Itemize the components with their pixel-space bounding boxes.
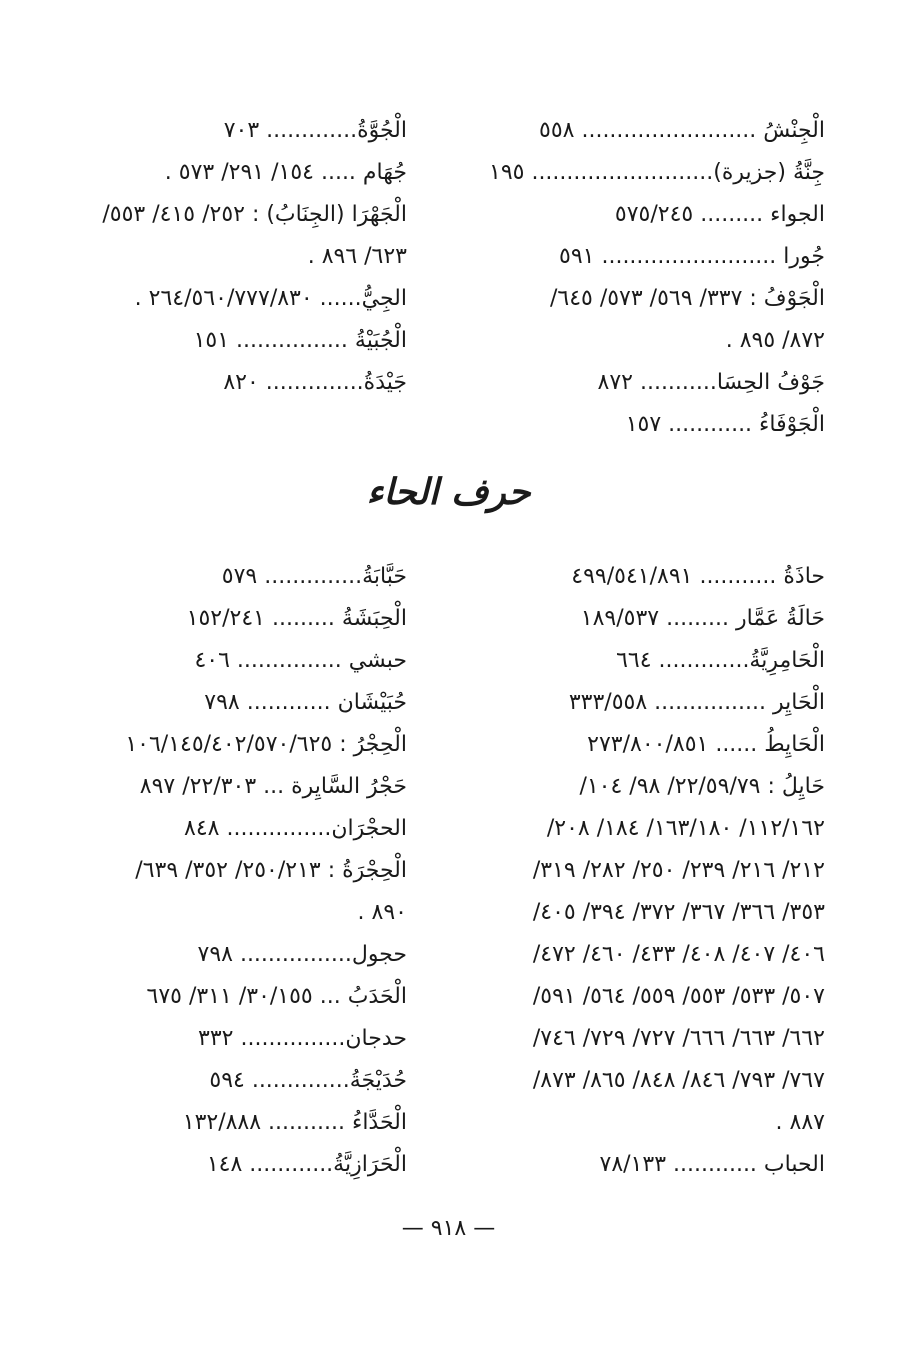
index-entry: حَايِلُ : ٢٢/٥٩/٧٩/ ٩٨/ ١٠٤/ (579, 774, 825, 799)
index-entry: الْحِجْرُ : ١٠٦/١٤٥/٤٠٢/٥٧٠/٦٢٥ (125, 732, 407, 757)
index-entry: الْحَرَازِيَّةُ............ ١٤٨ (206, 1152, 407, 1177)
index-entry: ٥٠٧/ ٥٣٣/ ٥٥٣/ ٥٥٩/ ٥٦٤/ ٥٩١/ (532, 984, 825, 1009)
index-entry: جُهَام ..... ١٥٤/ ٢٩١/ ٥٧٣ . (164, 160, 407, 185)
index-entry: جَوْفُ الحِسَا........... ٨٧٢ (597, 370, 825, 395)
index-entry: حُدَيْجَةُ.............. ٥٩٤ (209, 1068, 407, 1093)
index-entry: جِنَّةُ (جزيرة).......................... ١٩٥ (489, 160, 825, 185)
index-entry: ٢١٢/ ٢١٦/ ٢٣٩/ ٢٥٠/ ٢٨٢/ ٣١٩/ (532, 858, 825, 883)
index-entry: حَبَّابَةُ.............. ٥٧٩ (221, 564, 407, 589)
index-entry: جَيْدَةُ.............. ٨٢٠ (223, 370, 407, 395)
index-entry: الْحَايِر ................ ٣٣٣/٥٥٨ (568, 690, 825, 715)
index-entry: الحجْرَان............... ٨٤٨ (184, 816, 407, 841)
index-entry: ١١٢/١٦٢/ ١٦٣/١٨٠/ ١٨٤/ ٢٠٨/ (546, 816, 825, 841)
index-entry: حَجْرُ السَّايِرة ... ٢٢/٣٠٣/ ٨٩٧ (139, 774, 407, 799)
index-entry: الْحِبَشَةُ ......... ١٥٢/٢٤١ (186, 606, 407, 631)
index-entry: الْجَوْفُ : ٣٣٧/ ٥٦٩/ ٥٧٣/ ٦٤٥/ (549, 286, 825, 311)
index-entry: ٤٠٦/ ٤٠٧/ ٤٠٨/ ٤٣٣/ ٤٦٠/ ٤٧٢/ (532, 942, 825, 967)
index-entry: الْحِجْرَةُ : ٢٥٠/٢١٣/ ٣٥٢/ ٦٣٩/ (135, 858, 407, 883)
index-entry: الْحَايِطُ ...... ٢٧٣/٨٠٠/٨٥١ (587, 732, 825, 757)
index-entry: الْجُوَّةُ............. ٧٠٣ (223, 118, 407, 143)
index-entry: ٧٦٧/ ٧٩٣/ ٨٤٦/ ٨٤٨/ ٨٦٥/ ٨٧٣/ (532, 1068, 825, 1093)
index-entry: الْجُبَيْةُ ................ ١٥١ (193, 328, 407, 353)
index-entry: جُورا ......................... ٥٩١ (559, 244, 825, 269)
index-entry: الجواء ......... ٥٧٥/٢٤٥ (614, 202, 825, 227)
index-entry: حبشي ............... ٤٠٦ (194, 648, 407, 673)
section-heading: حرف الحاء (366, 471, 531, 513)
index-entry: الجِيُّ...... ٢٦٤/٥٦٠/٧٧٧/٨٣٠ . (134, 286, 407, 311)
index-entry: الْجِنْشُ ......................... ٥٥٨ (539, 118, 825, 143)
index-entry: الحباب ............ ٧٨/١٣٣ (599, 1152, 825, 1177)
index-entry: حَالَةُ عَمَّار ......... ١٨٩/٥٣٧ (580, 606, 825, 631)
index-entry: الْجَهْرَا (الجِنَابُ) : ٢٥٢/ ٤١٥/ ٥٥٣/ (102, 202, 407, 227)
page-number: — ٩١٨ — (401, 1216, 496, 1241)
index-entry: ٦٢٣/ ٨٩٦ . (307, 244, 407, 269)
index-entry: ٦٦٢/ ٦٦٣/ ٦٦٦/ ٧٢٧/ ٧٢٩/ ٧٤٦/ (532, 1026, 825, 1051)
index-entry: ٨٨٧ . (775, 1110, 825, 1135)
index-entry: حجول................ ٧٩٨ (197, 942, 407, 967)
index-entry: الْحَدَبُ ... ٣٠/١٥٥/ ٣١١/ ٦٧٥ (146, 984, 407, 1009)
index-entry: حدجان............... ٣٣٢ (198, 1026, 407, 1051)
index-entry: حُبَيْشَان ............ ٧٩٨ (204, 690, 407, 715)
index-entry: الْحَامِرِيَّةُ............. ٦٦٤ (616, 648, 825, 673)
index-entry: ٨٧٢/ ٨٩٥ . (725, 328, 825, 353)
index-entry: ٨٩٠ . (357, 900, 407, 925)
index-entry: الْحَدَّاءُ ........... ١٣٢/٨٨٨ (182, 1110, 407, 1135)
index-entry: الْجَوْفَاءُ ............ ١٥٧ (625, 412, 825, 437)
index-entry: حاذَةُ ........... ٤٩٩/٥٤١/٨٩١ (571, 564, 825, 589)
index-entry: ٣٥٣/ ٣٦٦/ ٣٦٧/ ٣٧٢/ ٣٩٤/ ٤٠٥/ (532, 900, 825, 925)
